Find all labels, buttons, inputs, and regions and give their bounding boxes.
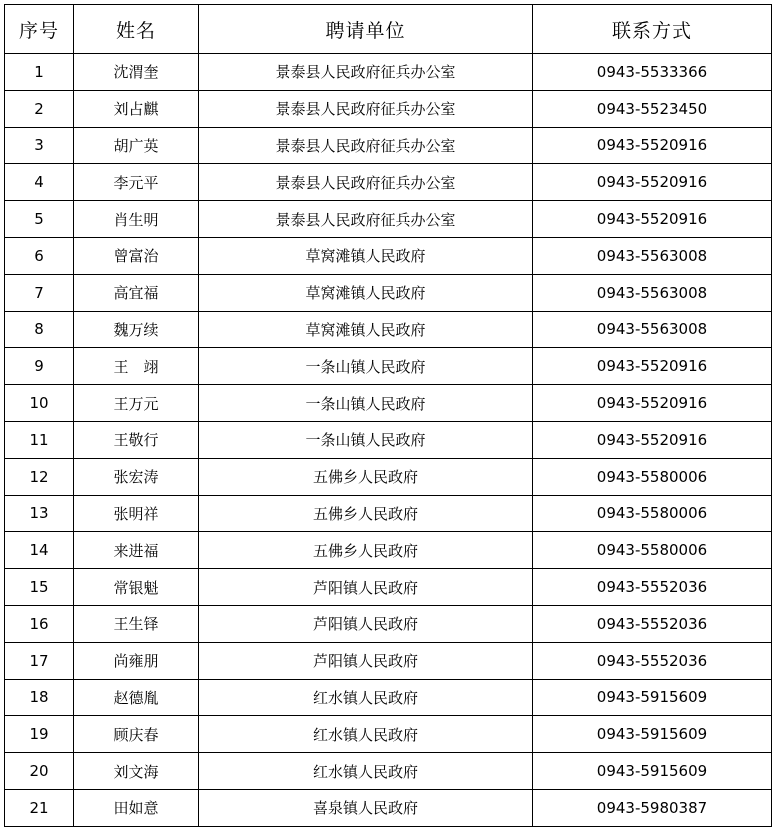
cell-serial-number: 11 bbox=[5, 421, 74, 458]
cell-employing-unit: 芦阳镇人民政府 bbox=[199, 642, 533, 679]
table-body bbox=[5, 54, 772, 827]
cell-name: 王敬行 bbox=[74, 421, 199, 458]
cell-name: 李元平 bbox=[74, 164, 199, 201]
cell-employing-unit: 五佛乡人民政府 bbox=[199, 458, 533, 495]
cell-name: 张明祥 bbox=[74, 495, 199, 532]
cell-phone: 0943-5520916 bbox=[533, 164, 772, 201]
cell-name: 曾富治 bbox=[74, 237, 199, 274]
cell-serial-number: 6 bbox=[5, 237, 74, 274]
cell-employing-unit: 一条山镇人民政府 bbox=[199, 385, 533, 422]
cell-name: 刘占麒 bbox=[74, 90, 199, 127]
cell-serial-number: 7 bbox=[5, 274, 74, 311]
cell-phone: 0943-5552036 bbox=[533, 569, 772, 606]
cell-name: 王 翊 bbox=[74, 348, 199, 385]
cell-employing-unit: 喜泉镇人民政府 bbox=[199, 789, 533, 826]
cell-name: 魏万续 bbox=[74, 311, 199, 348]
cell-serial-number: 19 bbox=[5, 716, 74, 753]
table-header-row bbox=[5, 5, 772, 54]
cell-employing-unit: 一条山镇人民政府 bbox=[199, 421, 533, 458]
cell-employing-unit: 景泰县人民政府征兵办公室 bbox=[199, 164, 533, 201]
table-row bbox=[5, 753, 772, 790]
header-employing-unit: 聘请单位 bbox=[199, 5, 533, 54]
cell-name: 胡广英 bbox=[74, 127, 199, 164]
cell-serial-number: 18 bbox=[5, 679, 74, 716]
cell-phone: 0943-5580006 bbox=[533, 532, 772, 569]
table-row bbox=[5, 274, 772, 311]
cell-phone: 0943-5980387 bbox=[533, 789, 772, 826]
cell-phone: 0943-5563008 bbox=[533, 311, 772, 348]
cell-phone: 0943-5520916 bbox=[533, 127, 772, 164]
cell-employing-unit: 红水镇人民政府 bbox=[199, 679, 533, 716]
cell-employing-unit: 草窝滩镇人民政府 bbox=[199, 237, 533, 274]
header-contact: 联系方式 bbox=[533, 5, 772, 54]
cell-employing-unit: 草窝滩镇人民政府 bbox=[199, 311, 533, 348]
cell-phone: 0943-5915609 bbox=[533, 716, 772, 753]
table-row bbox=[5, 569, 772, 606]
cell-serial-number: 4 bbox=[5, 164, 74, 201]
cell-serial-number: 13 bbox=[5, 495, 74, 532]
cell-phone: 0943-5580006 bbox=[533, 458, 772, 495]
cell-serial-number: 12 bbox=[5, 458, 74, 495]
cell-phone: 0943-5563008 bbox=[533, 237, 772, 274]
cell-serial-number: 1 bbox=[5, 54, 74, 91]
cell-serial-number: 17 bbox=[5, 642, 74, 679]
cell-phone: 0943-5552036 bbox=[533, 642, 772, 679]
cell-employing-unit: 芦阳镇人民政府 bbox=[199, 569, 533, 606]
table-row bbox=[5, 716, 772, 753]
table-row bbox=[5, 605, 772, 642]
cell-serial-number: 20 bbox=[5, 753, 74, 790]
cell-phone: 0943-5915609 bbox=[533, 753, 772, 790]
cell-name: 田如意 bbox=[74, 789, 199, 826]
contact-table bbox=[4, 4, 772, 827]
cell-employing-unit: 草窝滩镇人民政府 bbox=[199, 274, 533, 311]
table-row bbox=[5, 54, 772, 91]
table-row bbox=[5, 127, 772, 164]
cell-phone: 0943-5563008 bbox=[533, 274, 772, 311]
cell-serial-number: 9 bbox=[5, 348, 74, 385]
table-row bbox=[5, 789, 772, 826]
table-row bbox=[5, 495, 772, 532]
table-row bbox=[5, 237, 772, 274]
cell-phone: 0943-5533366 bbox=[533, 54, 772, 91]
cell-phone: 0943-5520916 bbox=[533, 348, 772, 385]
cell-serial-number: 5 bbox=[5, 201, 74, 238]
table-row bbox=[5, 348, 772, 385]
cell-name: 王生铎 bbox=[74, 605, 199, 642]
cell-name: 张宏涛 bbox=[74, 458, 199, 495]
cell-employing-unit: 红水镇人民政府 bbox=[199, 753, 533, 790]
cell-phone: 0943-5552036 bbox=[533, 605, 772, 642]
cell-serial-number: 3 bbox=[5, 127, 74, 164]
cell-name: 来进福 bbox=[74, 532, 199, 569]
cell-employing-unit: 五佛乡人民政府 bbox=[199, 495, 533, 532]
cell-name: 王万元 bbox=[74, 385, 199, 422]
cell-name: 顾庆春 bbox=[74, 716, 199, 753]
cell-serial-number: 16 bbox=[5, 605, 74, 642]
cell-employing-unit: 景泰县人民政府征兵办公室 bbox=[199, 90, 533, 127]
cell-name: 肖生明 bbox=[74, 201, 199, 238]
table-row bbox=[5, 201, 772, 238]
cell-name: 沈渭奎 bbox=[74, 54, 199, 91]
cell-employing-unit: 红水镇人民政府 bbox=[199, 716, 533, 753]
cell-serial-number: 8 bbox=[5, 311, 74, 348]
cell-name: 赵德胤 bbox=[74, 679, 199, 716]
cell-name: 高宜福 bbox=[74, 274, 199, 311]
cell-employing-unit: 五佛乡人民政府 bbox=[199, 532, 533, 569]
cell-name: 常银魁 bbox=[74, 569, 199, 606]
cell-serial-number: 10 bbox=[5, 385, 74, 422]
cell-employing-unit: 景泰县人民政府征兵办公室 bbox=[199, 201, 533, 238]
table-row bbox=[5, 421, 772, 458]
cell-employing-unit: 景泰县人民政府征兵办公室 bbox=[199, 54, 533, 91]
cell-serial-number: 21 bbox=[5, 789, 74, 826]
table-row bbox=[5, 164, 772, 201]
table-row bbox=[5, 679, 772, 716]
table-row bbox=[5, 642, 772, 679]
cell-phone: 0943-5520916 bbox=[533, 201, 772, 238]
header-name: 姓名 bbox=[74, 5, 199, 54]
cell-name: 刘文海 bbox=[74, 753, 199, 790]
cell-phone: 0943-5523450 bbox=[533, 90, 772, 127]
cell-phone: 0943-5580006 bbox=[533, 495, 772, 532]
cell-phone: 0943-5520916 bbox=[533, 385, 772, 422]
table-row bbox=[5, 90, 772, 127]
table-row bbox=[5, 532, 772, 569]
cell-phone: 0943-5915609 bbox=[533, 679, 772, 716]
cell-name: 尚雍朋 bbox=[74, 642, 199, 679]
cell-phone: 0943-5520916 bbox=[533, 421, 772, 458]
table-row bbox=[5, 385, 772, 422]
header-serial-number: 序号 bbox=[5, 5, 74, 54]
table-row bbox=[5, 458, 772, 495]
cell-serial-number: 14 bbox=[5, 532, 74, 569]
cell-employing-unit: 景泰县人民政府征兵办公室 bbox=[199, 127, 533, 164]
table-row bbox=[5, 311, 772, 348]
cell-employing-unit: 芦阳镇人民政府 bbox=[199, 605, 533, 642]
cell-serial-number: 15 bbox=[5, 569, 74, 606]
cell-serial-number: 2 bbox=[5, 90, 74, 127]
cell-employing-unit: 一条山镇人民政府 bbox=[199, 348, 533, 385]
